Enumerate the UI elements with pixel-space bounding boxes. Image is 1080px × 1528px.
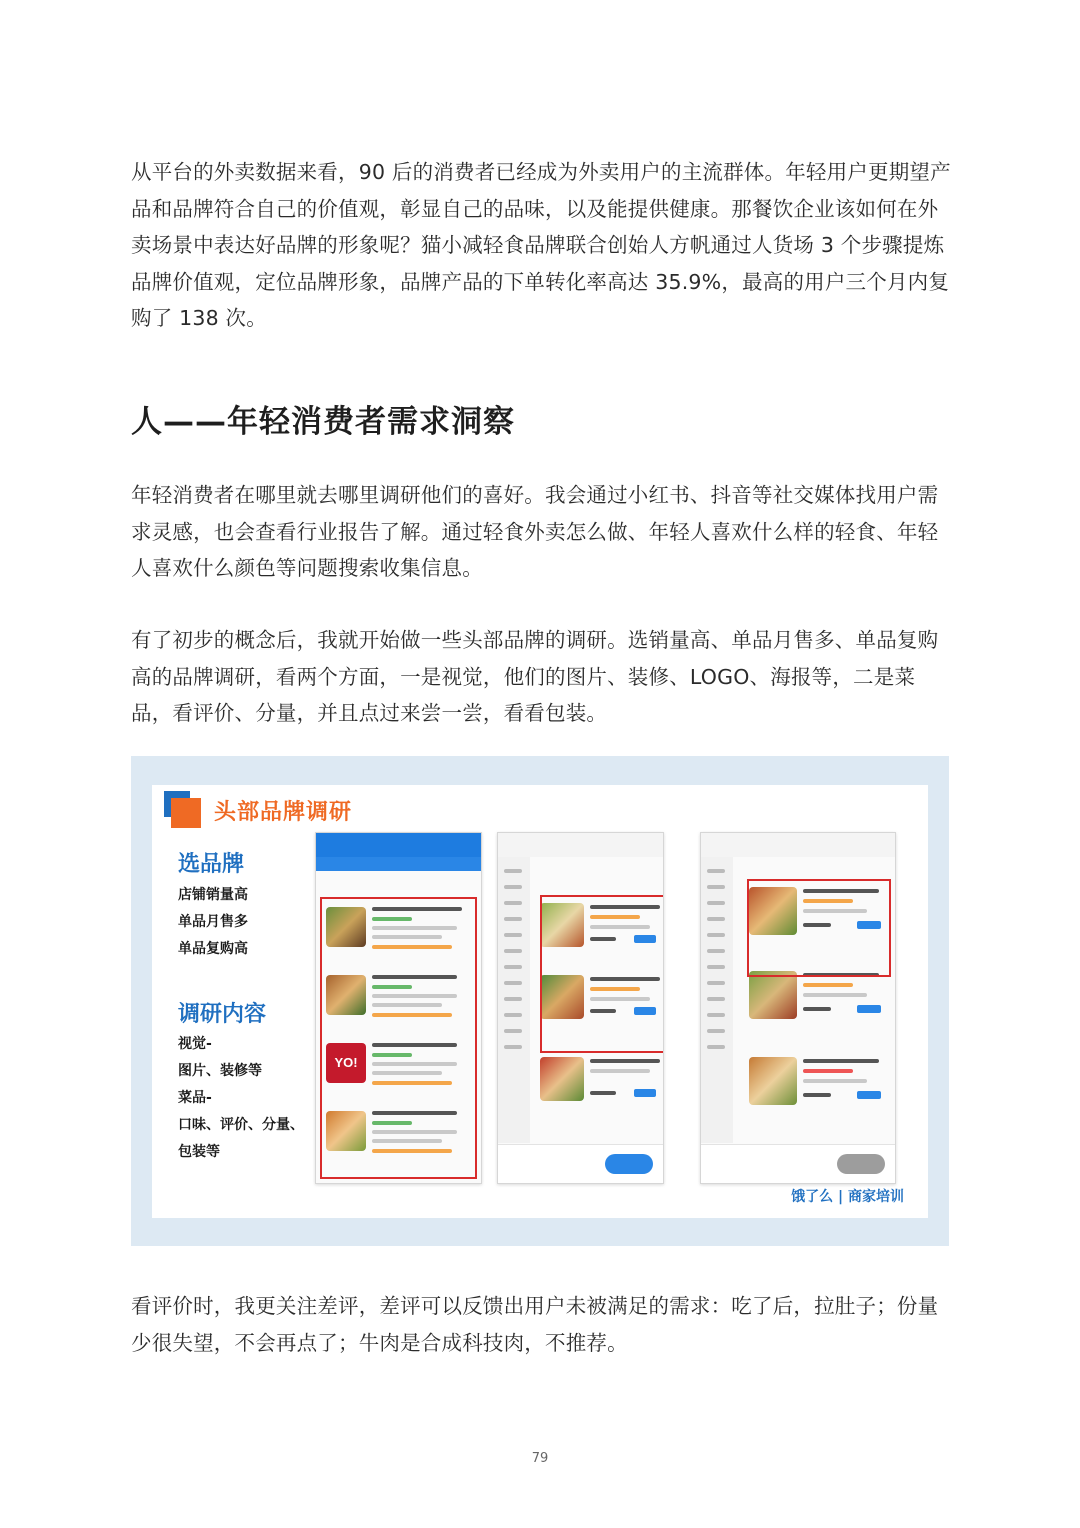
food-thumbnail	[749, 1057, 797, 1105]
price-line	[590, 1091, 616, 1095]
checkout-button	[605, 1154, 653, 1174]
brand-research-figure	[131, 756, 949, 1246]
page-number: 79	[531, 1451, 549, 1466]
research-paragraph: 年轻消费者在哪里就去哪里调研他们的喜好。我会通过小红书、抖音等社交媒体找用户需求灵感，也会查看行业报告了解。通过轻食外卖怎么做、年轻人喜欢什么样的轻食、年轻人喜欢什么颜色等问题搜索收集信息。	[131, 483, 939, 580]
select-brand-title: 选品牌	[178, 852, 245, 877]
shop-tab-bar	[498, 833, 663, 857]
list-item: 视觉-	[178, 1036, 212, 1052]
highlight-box	[320, 897, 477, 1179]
filter-row	[316, 871, 481, 883]
list-item: 菜品-	[178, 1090, 212, 1106]
list-item: 单品复购高	[178, 941, 248, 957]
menu-category-sidebar	[701, 857, 733, 1143]
info-line	[803, 1079, 867, 1083]
section-heading: 人——年轻消费者需求洞察	[131, 404, 515, 440]
cart-bar	[498, 1144, 663, 1183]
list-item: 单品月售多	[178, 914, 248, 930]
app-screenshot-shop-promo	[700, 832, 896, 1184]
shop-tab-bar	[701, 833, 895, 857]
list-item: 店铺销量高	[178, 887, 248, 903]
brand-logo: 饿了么 | 商家培训	[791, 1189, 904, 1205]
list-item: 口味、评价、分量、	[178, 1117, 304, 1133]
highlight-box	[540, 895, 664, 1053]
highlight-box	[747, 879, 891, 977]
decor-square-orange	[171, 798, 201, 828]
category-tabs	[316, 857, 481, 871]
add-button	[857, 1091, 881, 1099]
checkout-button	[837, 1154, 885, 1174]
info-line	[590, 1069, 650, 1073]
search-bar	[316, 833, 481, 857]
food-thumbnail	[749, 971, 797, 1019]
price-line	[803, 1093, 831, 1097]
food-thumbnail	[540, 1057, 584, 1101]
add-button	[857, 1005, 881, 1013]
list-item: 包装等	[178, 1144, 220, 1160]
menu-item	[538, 1055, 658, 1115]
info-line	[803, 993, 867, 997]
figure-card	[152, 785, 928, 1218]
cart-bar	[701, 1144, 895, 1183]
menu-item	[747, 969, 887, 1029]
intro-paragraph: 从平台的外卖数据来看，90 后的消费者已经成为外卖用户的主流群体。年轻用户更期望产品和品牌符合自己的价值观，彰显自己的品味，以及能提供健康。那餐饮企业该如何在外卖场景中表达好品牌的形象呢？猫小减轻食品牌联合创始人方帆通过人货场 3 个步骤提炼品牌价值观，定位品牌形象，品牌产品的下单转化率高达 35.9%，最高的用户三个月内复购了 138 次。	[131, 160, 951, 330]
price-line	[803, 1007, 831, 1011]
dish-name-line	[590, 1059, 660, 1063]
reviews-paragraph: 看评价时，我更关注差评，差评可以反馈出用户未被满足的需求：吃了后，拉肚子；份量少很失望，不会再点了；牛肉是合成科技肉，不推荐。	[131, 1294, 939, 1355]
add-button	[634, 1089, 656, 1097]
figure-title: 头部品牌调研	[214, 800, 353, 825]
menu-category-sidebar	[498, 857, 530, 1143]
menu-item	[747, 1055, 887, 1115]
tag-line	[803, 1069, 853, 1073]
list-item: 图片、装修等	[178, 1063, 262, 1079]
select-brand-list	[178, 882, 248, 963]
dish-name-line	[803, 1059, 879, 1063]
research-content-title: 调研内容	[178, 1002, 267, 1027]
research-content-list	[178, 1031, 304, 1166]
brand-research-paragraph: 有了初步的概念后，我就开始做一些头部品牌的调研。选销量高、单品月售多、单品复购高的品牌调研，看两个方面，一是视觉，他们的图片、装修、LOGO、海报等，二是菜品，看评价、分量，并且点过来尝一尝，看看包装。	[131, 628, 939, 725]
app-screenshot-shop-menu	[497, 832, 664, 1184]
tag-line	[803, 983, 853, 987]
filter-row	[316, 883, 481, 895]
app-screenshot-search-list	[315, 832, 482, 1184]
brand-logo-thumbnail: YO!	[326, 1043, 366, 1083]
